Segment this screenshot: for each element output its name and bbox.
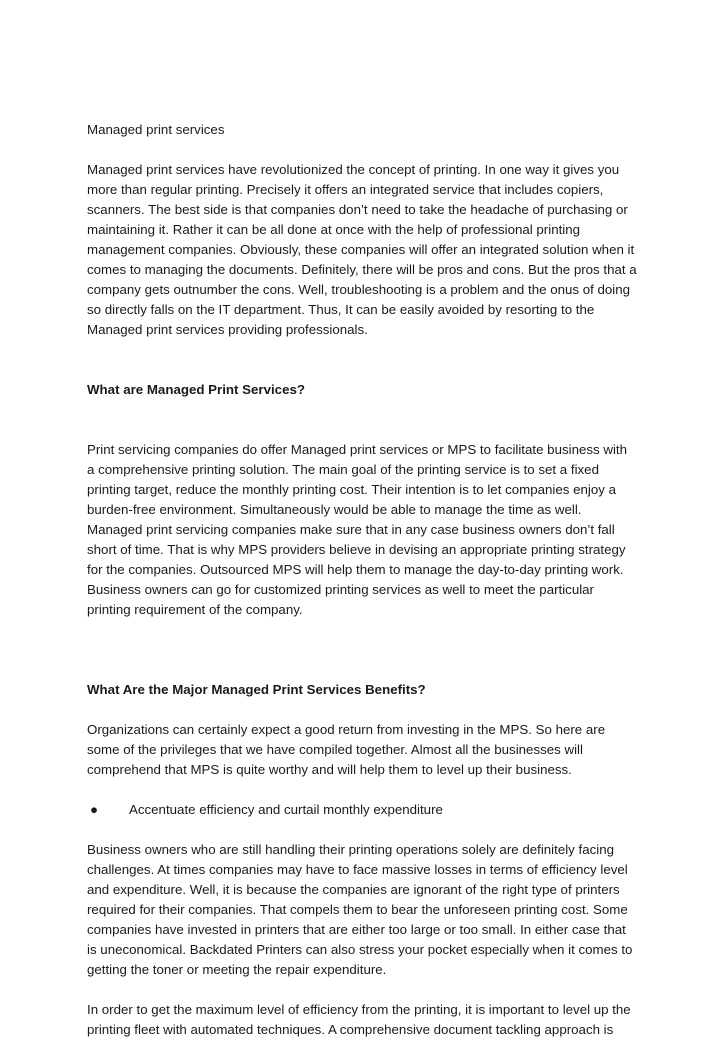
section-heading-what-are-mps: What are Managed Print Services?	[87, 382, 305, 397]
document-page	[87, 120, 637, 1040]
section1-paragraph: Print servicing companies do offer Managed print services or MPS to facilitate business with a comprehensive printing solution. The main goal of the printing service is to set a fixed printing target, reduce the monthly printing cost. Their intention is to let companies enjoy a burden-free environment. Simultaneously would be able to manage the time as well. Managed print servicing companies make sure that in any case business owners don’t fall short of time. That is why MPS providers believe in devising an appropriate printing strategy for the companies. Outsourced MPS will help them to manage the day-to-day printing work. Business owners can go for customized printing services as well to meet the particular printing requirement of the company.	[87, 442, 628, 617]
document-title: Managed print services	[87, 122, 225, 137]
intro-paragraph: Managed print services have revolutionized the concept of printing. In one way it gives you more than regular printing. Precisely it offers an integrated service that includes copiers, scanners. The best side is that companies don’t need to take the headache of purchasing or maintaining it. Rather it can be all done at once with the help of professional printing management companies. Obviously, these companies will offer an integrated solution when it comes to managing the documents. Definitely, there will be pros and cons. But the pros that a company gets outnumber the cons. Well, troubleshooting is a problem and the onus of doing so directly falls on the IT department. Thus, It can be easily avoided by resorting to the Managed print services providing professionals.	[87, 162, 637, 337]
fleet-paragraph: In order to get the maximum level of efficiency from the printing, it is important to level up the printing fleet with automated techniques. A comprehensive document tackling approach is	[87, 1002, 631, 1037]
section-heading-benefits: What Are the Major Managed Print Services Benefits?	[87, 682, 426, 697]
bullet-icon: ●	[90, 802, 99, 817]
list-item	[87, 800, 637, 820]
efficiency-paragraph: Business owners who are still handling their printing operations solely are definitely facing challenges. At times companies may have to face massive losses in terms of efficiency level and expenditure. Well, it is because the companies are ignorant of the right type of printers required for their companies. That compels them to bear the unforeseen printing cost. Some companies have invested in printers that are either too large or too small. In either case that is uneconomical. Backdated Printers can also stress your pocket especially when it comes to getting the toner or meeting the repair expenditure.	[87, 842, 633, 977]
benefits-intro-paragraph: Organizations can certainly expect a good return from investing in the MPS. So here are some of the privileges that we have compiled together. Almost all the businesses will comprehend that MPS is quite worthy and will help them to level up their business.	[87, 722, 606, 777]
list-item-text: Accentuate efficiency and curtail monthly expenditure	[129, 802, 443, 817]
benefits-list	[87, 800, 637, 820]
